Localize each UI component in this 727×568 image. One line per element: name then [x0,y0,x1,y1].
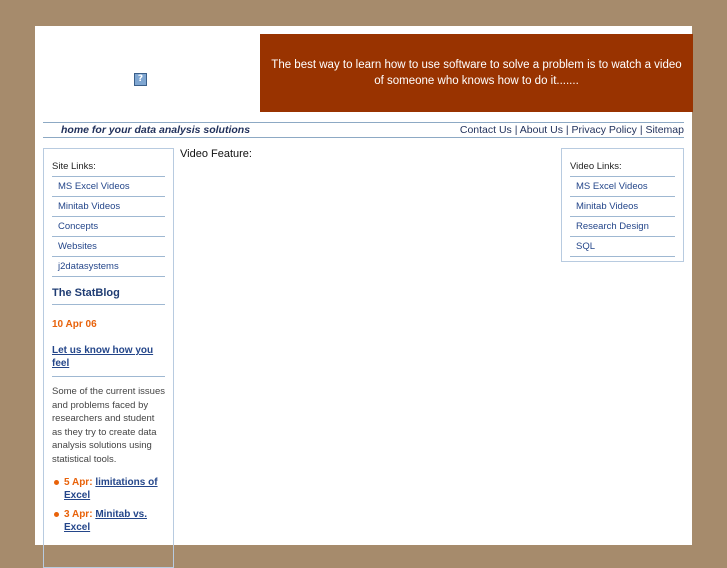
privacy-policy-link[interactable]: Privacy Policy [571,124,637,136]
video-link-research-design[interactable]: Research Design [570,217,675,237]
recent-post-date: 5 Apr: [64,477,93,488]
recent-post-link[interactable]: Minitab vs. Excel [64,509,147,533]
sitemap-link[interactable]: Sitemap [645,124,684,136]
list-item [64,508,165,534]
site-links-title: Site Links: [52,149,165,177]
site-links-sidebar [43,148,174,568]
video-links-title: Video Links: [570,149,675,177]
statblog-title[interactable]: The StatBlog [52,287,165,305]
video-link-ms-excel-videos[interactable]: MS Excel Videos [570,177,675,197]
top-bar [43,122,684,138]
separator: | [636,124,646,136]
top-links [460,123,684,137]
recent-post-date: 3 Apr: [64,509,93,520]
separator: | [511,124,520,136]
video-links-box [561,148,684,262]
about-us-link[interactable]: About Us [519,124,563,136]
recent-post-link[interactable]: limitations of Excel [64,477,158,501]
banner-text: The best way to learn how to use software to solve a problem is to watch a video of someone who knows how to do it....... [271,59,682,87]
recent-posts-list [52,476,165,534]
tagline: home for your data analysis solutions [61,124,251,136]
post-title-link[interactable]: Let us know how you feel [52,344,165,377]
sidebar-item-concepts[interactable]: Concepts [52,217,165,237]
video-link-minitab-videos[interactable]: Minitab Videos [570,197,675,217]
page-container [35,26,692,545]
list-item [64,476,165,502]
separator: | [562,124,572,136]
sidebar-item-j2datasystems[interactable]: j2datasystems [52,257,165,277]
sidebar-item-ms-excel-videos[interactable]: MS Excel Videos [52,177,165,197]
contact-us-link[interactable]: Contact Us [459,124,512,136]
post-date: 10 Apr 06 [52,319,97,330]
video-link-sql[interactable]: SQL [570,237,675,257]
sidebar-item-minitab-videos[interactable]: Minitab Videos [52,197,165,217]
logo-area [35,34,260,112]
video-feature-label: Video Feature: [180,148,252,160]
header-banner [260,34,693,112]
broken-image-icon[interactable]: ? [134,73,147,86]
post-excerpt: Some of the current issues and problems faced by researchers and student as they try to create data analysis solutions using statistical tools. [52,386,165,465]
sidebar-item-websites[interactable]: Websites [52,237,165,257]
